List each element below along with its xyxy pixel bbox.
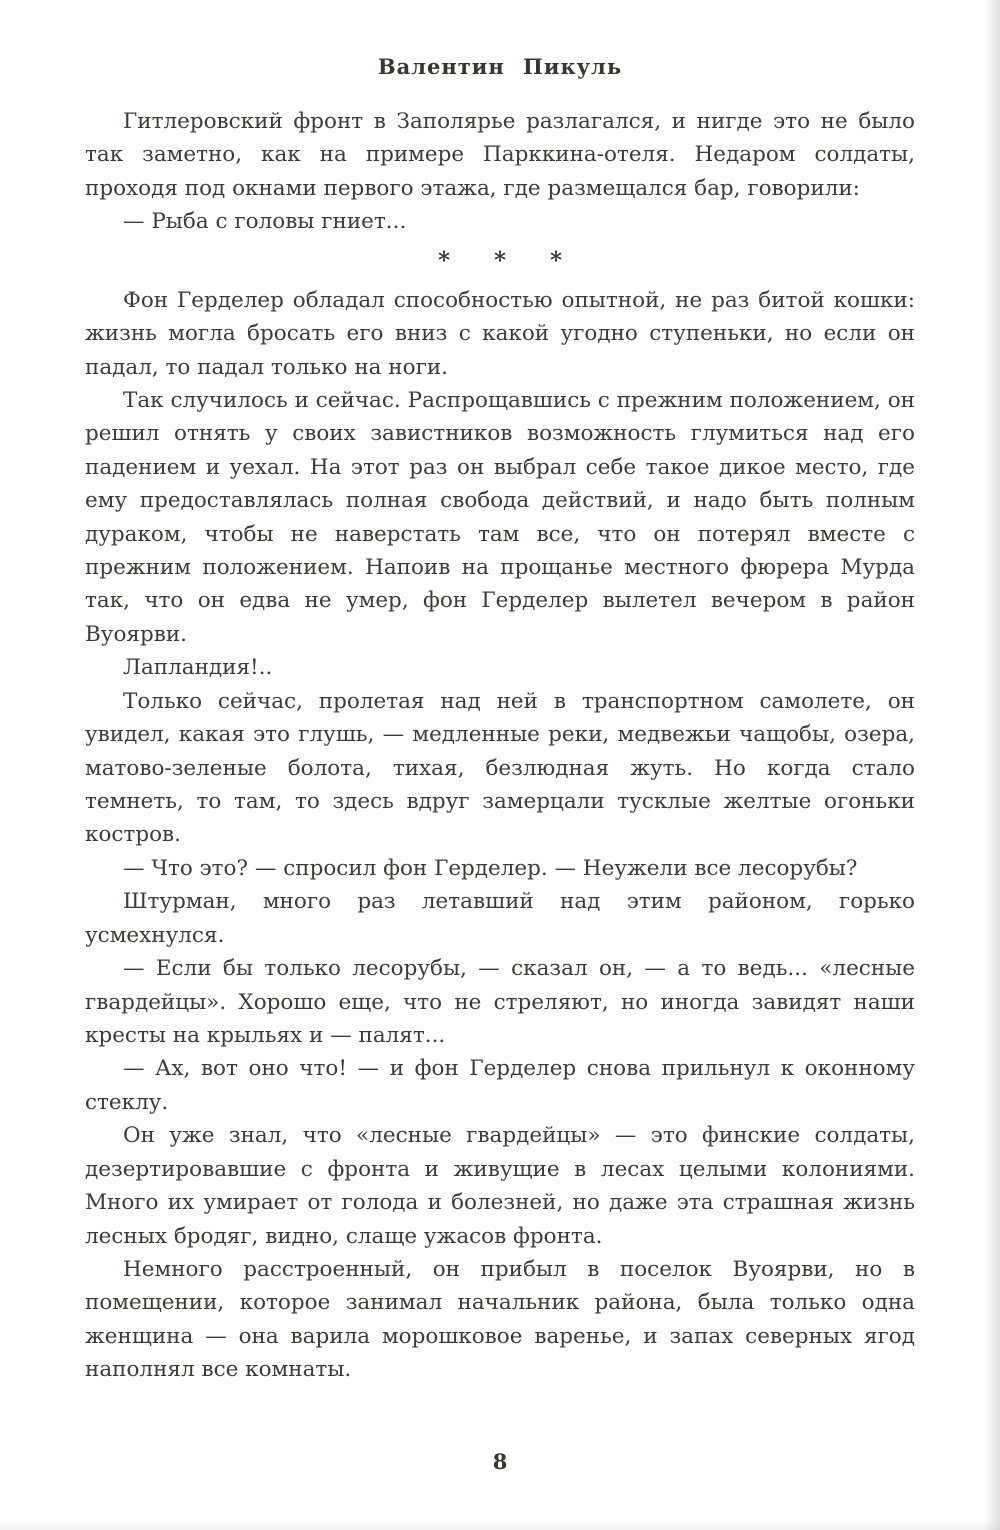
paragraph-dialogue: — Рыба с головы гниет... bbox=[123, 209, 407, 235]
page-number: 8 bbox=[492, 1449, 508, 1474]
paragraph-dialogue: — Если бы только лесорубы, — сказал он, — а то ведь... «лесные гвардейцы». Хорошо еще, что не стреляют, но иногда завидят наши кресты на крыльях и — палят... bbox=[85, 956, 915, 1048]
paragraph: Так случилось и сейчас. Распрощавшись с прежним положением, он решил отнять у своих завистников возможность глумиться над его падением и уехал. На этот раз он выбрал себе такое дикое место, где ему предоставлялась полная свобода действий, и надо быть полным дураком, чтобы не наверстать там все, что он потерял вместе с прежним положением. Напоив на прощанье местного фюрера Мурда так, что он едва не умер, фон Герделер вылетел вечером в район Вуоярви. bbox=[85, 387, 915, 647]
author-header: Валентин Пикуль bbox=[377, 54, 623, 79]
paragraph: Он уже знал, что «лесные гвардейцы» — это финские солдаты, дезертировавшие с фронта и живущие в лесах целыми колониями. Много их умирает от голода и болезней, но даже эта страшная жизнь лесных бродяг, видно, слаще ужасов фронта. bbox=[85, 1123, 915, 1249]
paragraph: Гитлеровский фронт в Заполярье разлагался, и нигде это не было так заметно, как на примере Парккина-отеля. Недаром солдаты, проходя под окнами первого этажа, где размещался бар, говорили: bbox=[85, 109, 915, 201]
paragraph: Фон Герделер обладал способностью опытной, не раз битой кошки: жизнь могла бросать его вниз с какой угодно ступеньки, но если он падал, то падал только на ноги. bbox=[85, 287, 915, 380]
section-separator: * * * bbox=[437, 246, 581, 274]
page-body bbox=[85, 105, 915, 1387]
paragraph: Только сейчас, пролетая над ней в транспортном самолете, он увидел, какая это глушь, — медленные реки, медвежьи чащобы, озера, матово-зеленые болота, тихая, безлюдная жуть. Но когда стало темнеть, то там, то здесь вдруг замерцали тусклые желтые огоньки костров. bbox=[85, 688, 915, 848]
paragraph: Штурман, много раз летавший над этим районом, горько усмехнулся. bbox=[85, 889, 915, 948]
paragraph: Немного расстроенный, он прибыл в поселок Вуоярви, но в помещении, которое занимал начальник района, была только одна женщина — она варила морошковое варенье, и запах северных ягод наполнял все комнаты. bbox=[85, 1256, 915, 1383]
paragraph-dialogue: — Что это? — спросил фон Герделер. — Неужели все лесорубы? bbox=[123, 855, 858, 881]
paragraph-dialogue: — Ах, вот оно что! — и фон Герделер снова прильнул к оконному стеклу. bbox=[85, 1056, 915, 1115]
paragraph: Лапландия!.. bbox=[123, 655, 273, 681]
